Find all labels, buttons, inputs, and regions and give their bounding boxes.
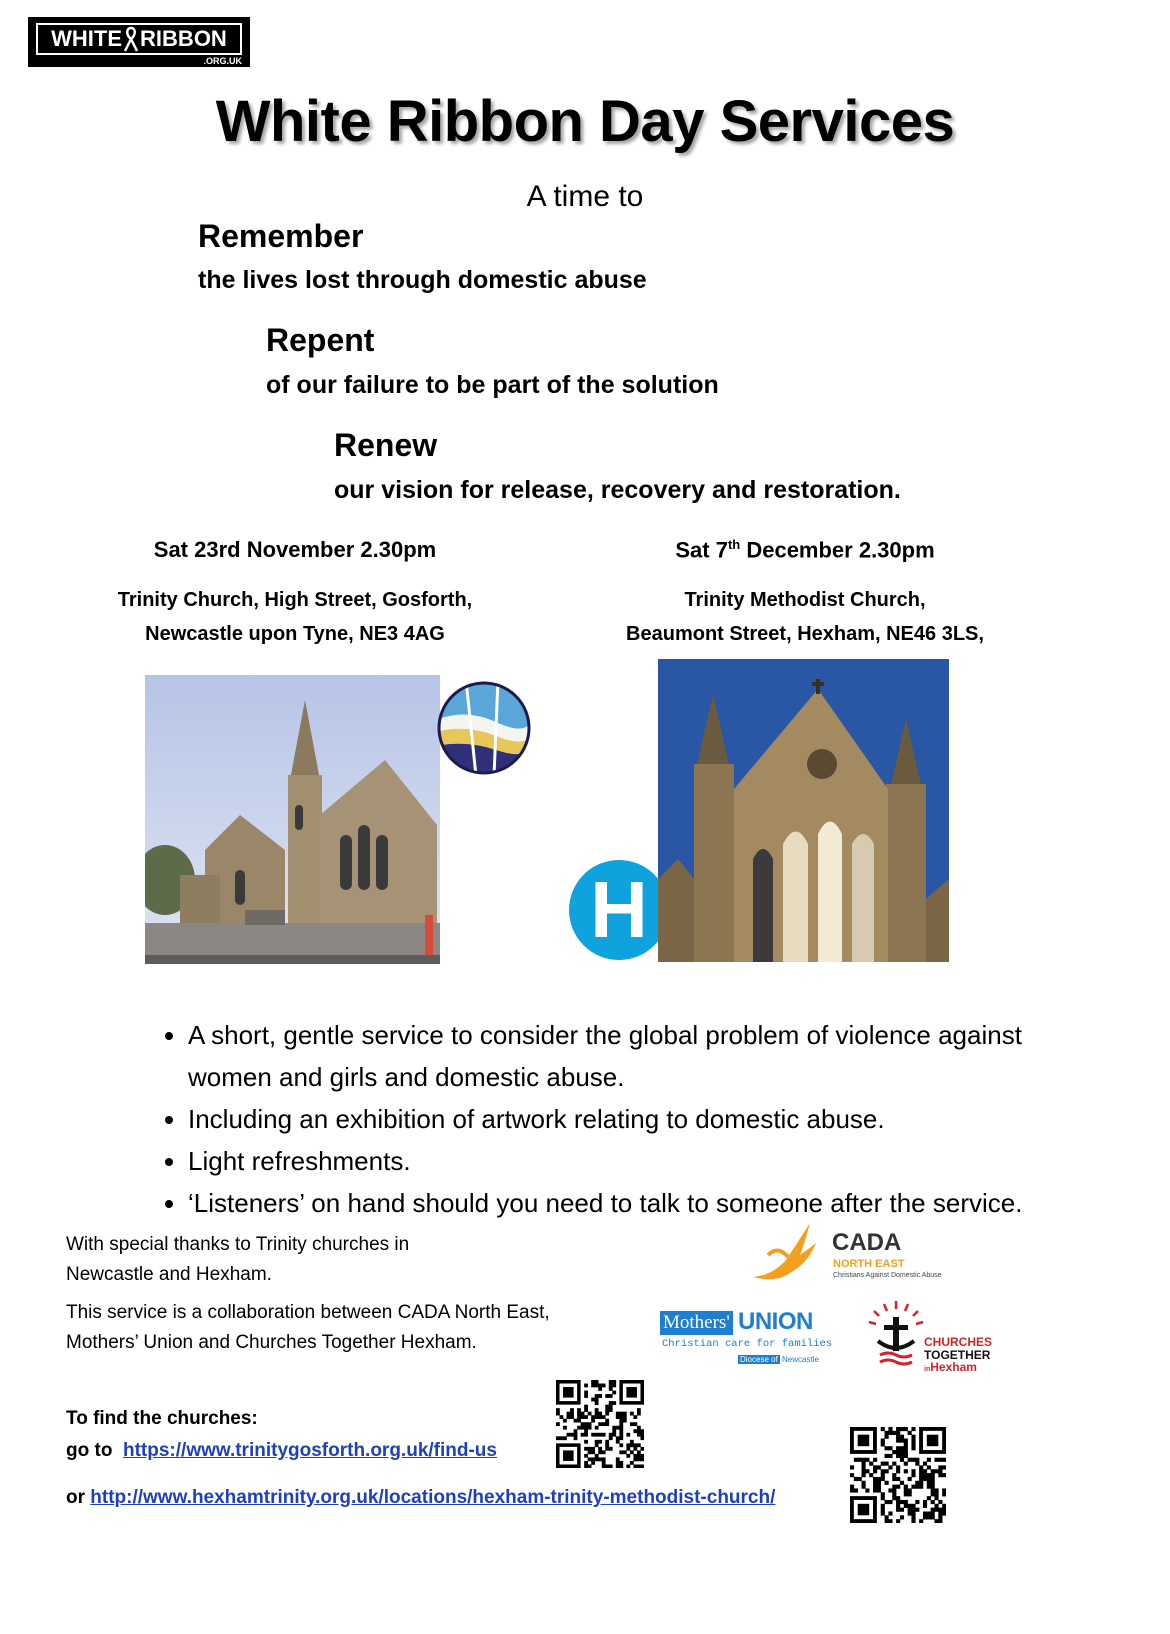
date-sup: th xyxy=(727,537,741,552)
qr-code-hexham[interactable] xyxy=(850,1427,946,1523)
cross-sun-icon xyxy=(866,1297,926,1372)
find-line-2 xyxy=(66,1487,775,1509)
collab-line: This service is a collaboration between CADA North East, xyxy=(66,1302,550,1323)
event-date-hexham xyxy=(600,537,1010,563)
hexham-logo-letter: H xyxy=(590,865,648,954)
logo-right-word: RIBBON xyxy=(140,26,227,51)
event-address-gosforth xyxy=(80,583,510,651)
list-item: • A short, gentle service to consider the global problem of violence against women and girls and domestic abuse. xyxy=(188,1014,1088,1098)
find-line-1 xyxy=(66,1440,497,1462)
theme-text-renew: our vision for release, recovery and restoration. xyxy=(334,476,901,504)
hexham-church-photo xyxy=(658,659,949,962)
mu-union: UNION xyxy=(738,1308,813,1335)
hexham-h-logo xyxy=(569,860,669,960)
mu-tagline: Christian care for families xyxy=(662,1338,833,1350)
churches-together-logo xyxy=(866,1297,996,1372)
thanks-line: With special thanks to Trinity churches in xyxy=(66,1234,410,1255)
ct-hexham: Hexham xyxy=(930,1360,977,1374)
list-item: • ‘Listeners’ on hand should you need to talk to someone after the service. xyxy=(188,1182,1088,1224)
cada-name: CADA xyxy=(832,1229,902,1256)
theme-text-remember: the lives lost through domestic abuse xyxy=(198,266,647,294)
event-address-hexham xyxy=(590,583,1020,651)
find-goto: go to xyxy=(66,1440,113,1461)
theme-heading-renew: Renew xyxy=(334,427,438,463)
date-prefix: Sat 7 xyxy=(675,537,728,563)
page-title: White Ribbon Day Services xyxy=(215,89,955,154)
mu-diocese xyxy=(738,1355,819,1364)
collaboration-text xyxy=(66,1298,666,1358)
logo-left-word: WHITE xyxy=(51,26,123,51)
find-label: To find the churches: xyxy=(66,1408,258,1429)
trinity-gosforth-link[interactable]: https://www.trinitygosforth.org.uk/find-us xyxy=(123,1440,497,1461)
collab-line: Mothers’ Union and Churches Together Hexham. xyxy=(66,1332,477,1353)
trinity-gosforth-logo xyxy=(436,680,532,776)
event-date-gosforth: Sat 23rd November 2.30pm xyxy=(153,537,437,562)
cada-region: NORTH EAST xyxy=(833,1258,905,1270)
date-suffix: December 2.30pm xyxy=(740,537,935,563)
mothers-union-logo xyxy=(658,1308,833,1368)
cada-logo xyxy=(748,1215,948,1290)
logo-domain: .ORG.UK xyxy=(203,56,242,66)
address-line: Beaumont Street, Hexham, NE46 3LS, xyxy=(626,623,984,645)
cada-tagline: Christians Against Domestic Abuse xyxy=(833,1272,942,1279)
white-ribbon-logo xyxy=(28,17,250,67)
theme-text-repent: of our failure to be part of the solution xyxy=(266,371,719,399)
address-line: Newcastle upon Tyne, NE3 4AG xyxy=(145,623,445,645)
theme-heading-repent: Repent xyxy=(266,322,375,358)
subtitle: A time to xyxy=(526,180,644,213)
address-line: Trinity Church, High Street, Gosforth, xyxy=(117,589,473,611)
gosforth-church-photo xyxy=(145,675,440,964)
thanks-text xyxy=(66,1230,626,1290)
address-line: Trinity Methodist Church, xyxy=(684,589,926,611)
qr-code-gosforth[interactable] xyxy=(556,1380,644,1468)
service-bullet-list xyxy=(150,1014,1088,1224)
mu-mothers: Mothers' xyxy=(660,1311,733,1335)
find-or: or xyxy=(66,1487,85,1508)
theme-heading-remember: Remember xyxy=(198,218,364,254)
ct-prefix: in xyxy=(924,1366,931,1373)
hexham-trinity-link[interactable]: http://www.hexhamtrinity.org.uk/locations/hexham-trinity-methodist-church/ xyxy=(90,1487,776,1508)
list-item: • Including an exhibition of artwork relating to domestic abuse. xyxy=(188,1098,1088,1140)
list-item: • Light refreshments. xyxy=(188,1140,1088,1182)
thanks-line: Newcastle and Hexham. xyxy=(66,1264,272,1285)
ct-line2: TOGETHER xyxy=(924,1348,991,1362)
ribbon-icon xyxy=(123,26,139,52)
mu-diocese-a: Diocese of xyxy=(740,1355,778,1364)
dove-icon xyxy=(748,1215,818,1290)
mu-diocese-b: Newcastle xyxy=(782,1355,819,1364)
ct-line3 xyxy=(924,1360,977,1374)
ct-line1: CHURCHES xyxy=(924,1335,993,1349)
